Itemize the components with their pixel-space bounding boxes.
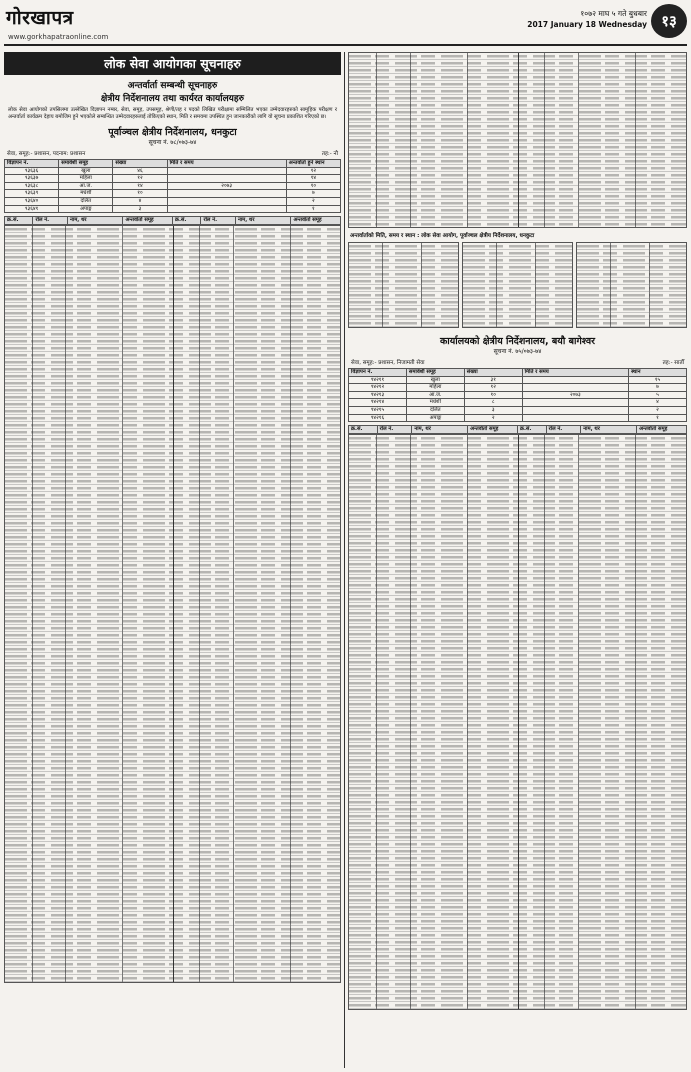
interview-heading: अन्तर्वार्ता सम्बन्धी सूचनाहरु bbox=[127, 81, 218, 91]
schedule-cell: दलित bbox=[59, 197, 113, 205]
schedule-cell: अपाङ्ग bbox=[59, 205, 113, 213]
schedule-cell: १० bbox=[286, 182, 340, 190]
candidate-list-2-header bbox=[348, 425, 687, 434]
notice-banner: लोक सेवा आयोगका सूचनाहरु bbox=[4, 52, 341, 75]
schedule-row bbox=[349, 376, 687, 384]
col-header: अन्तर्वार्ता समूह bbox=[637, 426, 687, 434]
schedule-cell: ७ bbox=[629, 384, 687, 392]
schedule-cell bbox=[167, 205, 286, 213]
schedule-cell bbox=[522, 414, 628, 422]
col-header: नाम, थर bbox=[67, 217, 123, 225]
date-table-3 bbox=[576, 242, 687, 328]
schedule-cell: २०७३ bbox=[167, 182, 286, 190]
schedule-cell: ९४२१६ bbox=[349, 414, 407, 422]
schedule-row bbox=[5, 205, 341, 213]
schedule-row bbox=[5, 190, 341, 198]
schedule-cell bbox=[522, 399, 628, 407]
office-title-2: कार्यालयको क्षेत्रीय निर्देशनालय, बयौ बागेश्वर bbox=[439, 336, 596, 347]
left-column bbox=[4, 52, 341, 1068]
schedule-cell: ९३६३६ bbox=[5, 167, 59, 175]
col-header: संख्या bbox=[113, 160, 167, 168]
col-header: रोल नं. bbox=[546, 426, 581, 434]
service-meta-2 bbox=[351, 358, 684, 366]
col-header: समावेशी समूह bbox=[59, 160, 113, 168]
schedule-row bbox=[349, 399, 687, 407]
schedule-cell: खुला bbox=[406, 376, 464, 384]
schedule-cell bbox=[167, 197, 286, 205]
masthead bbox=[0, 0, 691, 46]
schedule-cell: अपाङ्ग bbox=[406, 414, 464, 422]
col-header: अन्तर्वार्ता समूह bbox=[291, 217, 341, 225]
site-url: www.gorkhapatraonline.com bbox=[8, 33, 109, 41]
schedule-cell: २ bbox=[629, 406, 687, 414]
col-header: संख्या bbox=[464, 369, 522, 377]
schedule-cell: ९४२१२ bbox=[349, 384, 407, 392]
schedule-cell: ९३६४० bbox=[5, 197, 59, 205]
col-header: क्र.सं. bbox=[349, 426, 378, 434]
schedule-cell bbox=[522, 376, 628, 384]
schedule-cell: २०७३ bbox=[522, 391, 628, 399]
notice-number: सूचना नं. ७८/०७३-७४ bbox=[148, 139, 197, 146]
schedule-cell: आ.ज. bbox=[59, 182, 113, 190]
schedule-cell: ३ bbox=[113, 205, 167, 213]
schedule-cell: ९४२१५ bbox=[349, 406, 407, 414]
col-header: नाम, थर bbox=[235, 217, 291, 225]
schedule-row bbox=[5, 167, 341, 175]
schedule-header-2 bbox=[349, 369, 687, 377]
schedule-table bbox=[4, 159, 341, 213]
schedule-cell: ४ bbox=[113, 197, 167, 205]
service-meta bbox=[7, 149, 338, 157]
schedule-cell: ९४२११ bbox=[349, 376, 407, 384]
col-header: नाम, थर bbox=[412, 426, 468, 434]
schedule-cell: मधेशी bbox=[406, 399, 464, 407]
directorate-subhead: क्षेत्रीय निर्देशनालय तथा कार्यरत कार्यालयहरु bbox=[100, 94, 245, 104]
col-header: विज्ञापन नं. bbox=[5, 160, 59, 168]
schedule-row bbox=[349, 406, 687, 414]
col-header: क्र.सं. bbox=[5, 217, 33, 225]
schedule-cell: १० bbox=[464, 391, 522, 399]
service-group: सेवा, समूह:- प्रशासन, पदनाम: प्रशासन bbox=[7, 151, 86, 157]
schedule-row bbox=[5, 182, 341, 190]
schedule-row bbox=[5, 197, 341, 205]
schedule-cell: आ.ज. bbox=[406, 391, 464, 399]
schedule-cell: ९३६३८ bbox=[5, 182, 59, 190]
schedule-cell bbox=[167, 167, 286, 175]
schedule-cell: खुला bbox=[59, 167, 113, 175]
schedule-cell: १४ bbox=[113, 182, 167, 190]
service-level: तह:- नौ bbox=[321, 151, 338, 157]
schedule-cell: ९३६३९ bbox=[5, 190, 59, 198]
schedule-cell bbox=[167, 175, 286, 183]
col-header: अन्तर्वार्ता समूह bbox=[123, 217, 173, 225]
schedule-row bbox=[349, 384, 687, 392]
schedule-cell: १५ bbox=[629, 376, 687, 384]
schedule-cell: २ bbox=[464, 414, 522, 422]
notice-number-2: सूचना नं. ७५/०७३-७४ bbox=[493, 348, 542, 355]
date-english: 2017 January 18 Wednesday bbox=[527, 20, 647, 29]
interview-date-caption: अन्तर्वार्ताको मिति, समय र स्थान : लोक सेवा आयोग, पूर्वाञ्चल क्षेत्रीय निर्देशनालय, धनकुटा bbox=[350, 233, 535, 239]
col-header: रोल नं. bbox=[201, 217, 235, 225]
service-level-2: तह:- सातौँ bbox=[662, 360, 684, 366]
col-header: नाम, थर bbox=[581, 426, 637, 434]
col-header: मिति र समय bbox=[167, 160, 286, 168]
schedule-cell: मधेशी bbox=[59, 190, 113, 198]
schedule-cell: ८ bbox=[464, 399, 522, 407]
schedule-cell bbox=[167, 190, 286, 198]
schedule-cell: १२ bbox=[286, 167, 340, 175]
col-header: अन्तर्वार्ता हुने स्थान bbox=[286, 160, 340, 168]
col-header: रोल नं. bbox=[33, 217, 67, 225]
newspaper-logo: गोरखापत्र bbox=[6, 7, 74, 29]
schedule-cell: ९३६३७ bbox=[5, 175, 59, 183]
schedule-cell: महिला bbox=[59, 175, 113, 183]
issue-date bbox=[527, 8, 647, 30]
schedule-cell: ९४२१३ bbox=[349, 391, 407, 399]
col-header: रोल नं. bbox=[377, 426, 412, 434]
schedule-table-2 bbox=[348, 368, 687, 422]
candidate-list-2 bbox=[348, 434, 687, 1010]
schedule-cell: ९३६४१ bbox=[5, 205, 59, 213]
office-title: पूर्वाञ्चल क्षेत्रीय निर्देशनालय, धनकुटा bbox=[108, 127, 237, 138]
schedule-row bbox=[349, 391, 687, 399]
schedule-cell: १ bbox=[286, 205, 340, 213]
continued-candidate-list bbox=[348, 52, 687, 228]
col-header: क्र.सं. bbox=[517, 426, 546, 434]
schedule-cell: १० bbox=[113, 190, 167, 198]
col-header: क्र.सं. bbox=[172, 217, 200, 225]
schedule-cell: ३१ bbox=[464, 376, 522, 384]
date-table-1 bbox=[348, 242, 459, 328]
schedule-cell bbox=[522, 406, 628, 414]
date-table-2 bbox=[462, 242, 573, 328]
col-header: मिति र समय bbox=[522, 369, 628, 377]
schedule-cell: ३ bbox=[464, 406, 522, 414]
col-header: विज्ञापन नं. bbox=[349, 369, 407, 377]
schedule-cell: ९४२१४ bbox=[349, 399, 407, 407]
schedule-row bbox=[5, 175, 341, 183]
schedule-cell bbox=[522, 384, 628, 392]
schedule-row bbox=[349, 414, 687, 422]
schedule-cell: ५ bbox=[629, 391, 687, 399]
masthead-rule bbox=[4, 44, 687, 46]
schedule-cell: ७ bbox=[286, 190, 340, 198]
right-column bbox=[348, 52, 687, 1068]
col-header: समावेशी समूह bbox=[406, 369, 464, 377]
date-nepali: १०७२ माघ ५ गते बुधबार bbox=[580, 9, 647, 18]
schedule-cell: १४ bbox=[286, 175, 340, 183]
candidate-list-header bbox=[4, 216, 341, 225]
page-number: १३ bbox=[651, 4, 687, 38]
col-header: अन्तर्वार्ता समूह bbox=[468, 426, 518, 434]
schedule-cell: ४६ bbox=[113, 167, 167, 175]
schedule-cell: ४ bbox=[629, 399, 687, 407]
schedule-header bbox=[5, 160, 341, 168]
intro-paragraph: लोक सेवा आयोगको तपसिलमा उल्लेखित विज्ञापन नम्बर, सेवा, समूह, उपसमूह, श्रेणी/तह र पदको लिखित परीक्षामा सम्मिलित भएका उम्मेदवारहरुको सामूहिक परीक्षण र अन्तर्वार्ता कार्यक्रम देहाय बमोजिम हुने भएकोले सम्बन्धित उम्मेदवारहरुलाई तोकिएको स्थान, मिति र समयमा उपस्थित हुन जानकारीको लागि यो सूचना प्रकाशित गरिएको छ। bbox=[8, 107, 337, 120]
schedule-cell: १२ bbox=[464, 384, 522, 392]
candidate-list bbox=[4, 225, 341, 983]
schedule-cell: २ bbox=[286, 197, 340, 205]
schedule-cell: दलित bbox=[406, 406, 464, 414]
service-group-2: सेवा, समूह:- प्रशासन, निजामती सेवा bbox=[351, 360, 425, 366]
schedule-cell: १२ bbox=[113, 175, 167, 183]
col-header: स्थान bbox=[629, 369, 687, 377]
schedule-cell: महिला bbox=[406, 384, 464, 392]
interview-date-tables bbox=[348, 242, 687, 328]
schedule-cell: १ bbox=[629, 414, 687, 422]
